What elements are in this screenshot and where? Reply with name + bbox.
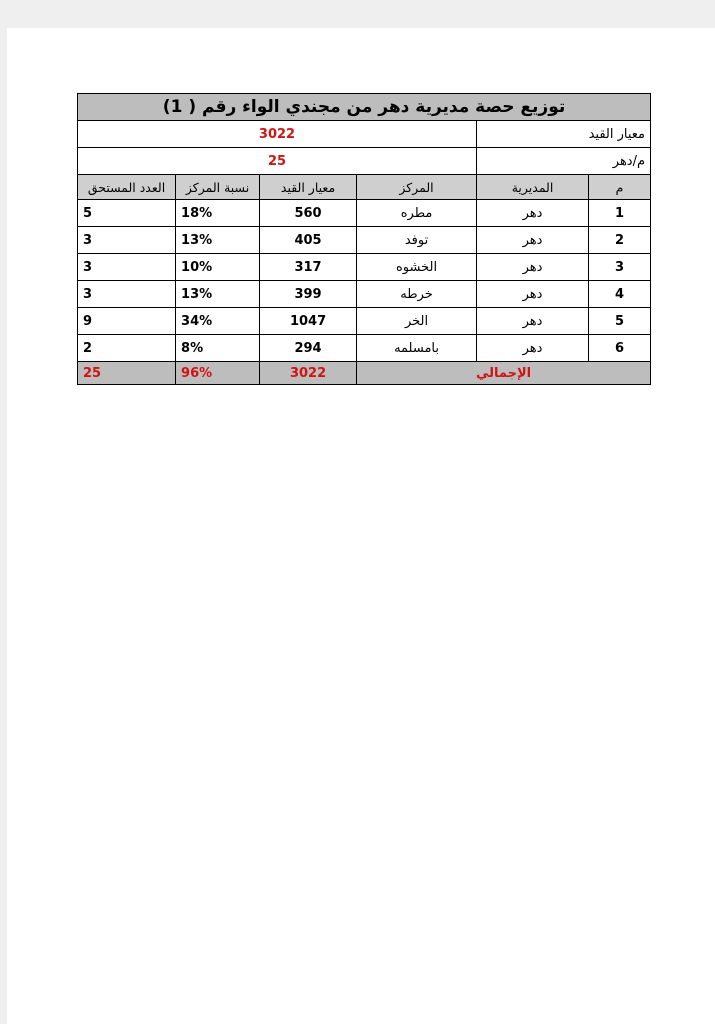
cell-ratio: 13% [176, 227, 260, 254]
cell-num: 2 [589, 227, 651, 254]
cell-ratio: 13% [176, 281, 260, 308]
cell-num: 4 [589, 281, 651, 308]
cell-criteria: 399 [260, 281, 357, 308]
cell-directorate: دهر [477, 308, 589, 335]
criteria-row [78, 121, 651, 148]
document-page [7, 28, 715, 1024]
criteria-value: 3022 [78, 121, 477, 148]
col-header-directorate: المديرية [477, 175, 589, 200]
cell-due: 5 [78, 200, 176, 227]
cell-directorate: دهر [477, 254, 589, 281]
cell-center: بامسلمه [357, 335, 477, 362]
table-row [78, 227, 651, 254]
cell-criteria: 294 [260, 335, 357, 362]
table-row [78, 200, 651, 227]
cell-center: خرطه [357, 281, 477, 308]
total-criteria: 3022 [260, 362, 357, 385]
unit-label: م/دهر [477, 148, 651, 175]
column-header-row [78, 175, 651, 200]
table-row [78, 281, 651, 308]
table-row [78, 254, 651, 281]
cell-due: 2 [78, 335, 176, 362]
cell-center: توفد [357, 227, 477, 254]
cell-center: مطره [357, 200, 477, 227]
cell-num: 5 [589, 308, 651, 335]
cell-ratio: 10% [176, 254, 260, 281]
cell-criteria: 560 [260, 200, 357, 227]
cell-due: 3 [78, 227, 176, 254]
col-header-center: المركز [357, 175, 477, 200]
cell-criteria: 405 [260, 227, 357, 254]
total-ratio: 96% [176, 362, 260, 385]
table-row [78, 308, 651, 335]
cell-due: 3 [78, 254, 176, 281]
table-row [78, 335, 651, 362]
total-label: الإجمالي [357, 362, 651, 385]
cell-num: 6 [589, 335, 651, 362]
cell-ratio: 8% [176, 335, 260, 362]
col-header-criteria: معيار القيد [260, 175, 357, 200]
col-header-num: م [589, 175, 651, 200]
title-row [78, 94, 651, 121]
cell-due: 3 [78, 281, 176, 308]
cell-directorate: دهر [477, 281, 589, 308]
cell-directorate: دهر [477, 200, 589, 227]
cell-num: 1 [589, 200, 651, 227]
col-header-ratio: نسبة المركز [176, 175, 260, 200]
cell-num: 3 [589, 254, 651, 281]
cell-criteria: 1047 [260, 308, 357, 335]
distribution-table [77, 93, 651, 385]
total-due: 25 [78, 362, 176, 385]
cell-criteria: 317 [260, 254, 357, 281]
unit-value: 25 [78, 148, 477, 175]
col-header-due: العدد المستحق [78, 175, 176, 200]
cell-center: الخشوه [357, 254, 477, 281]
table-title: توزيع حصة مديرية دهر من مجندي الواء رقم ( 1) [78, 94, 651, 121]
cell-ratio: 34% [176, 308, 260, 335]
cell-directorate: دهر [477, 335, 589, 362]
cell-directorate: دهر [477, 227, 589, 254]
cell-center: الخر [357, 308, 477, 335]
cell-due: 9 [78, 308, 176, 335]
unit-row [78, 148, 651, 175]
criteria-label: معيار القيد [477, 121, 651, 148]
total-row [78, 362, 651, 385]
cell-ratio: 18% [176, 200, 260, 227]
